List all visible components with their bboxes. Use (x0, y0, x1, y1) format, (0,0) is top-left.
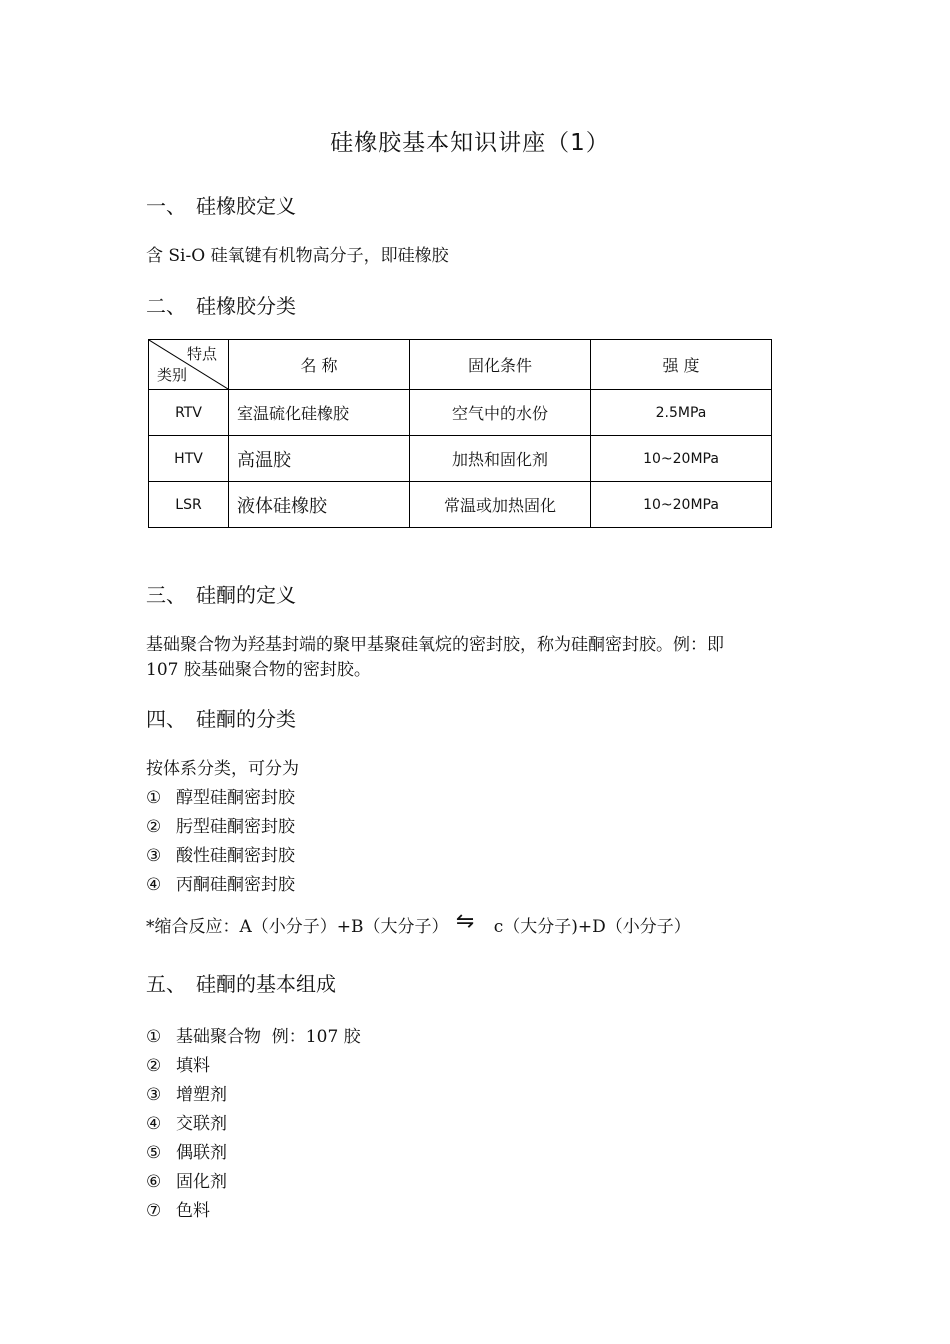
list-item (146, 1080, 227, 1105)
list-item-text: 交联剂 (176, 1114, 227, 1134)
list-item (146, 1022, 361, 1047)
list-item-text: 丙酮硅酮密封胶 (176, 875, 295, 895)
section-1-text: 含 Si-O 硅氧键有机物高分子，即硅橡胶 (146, 246, 449, 266)
section-number: 二、 (146, 294, 186, 318)
list-item (146, 870, 295, 895)
table-header-strength: 强 度 (591, 340, 772, 390)
section-3-heading (146, 579, 296, 608)
list-item (146, 1138, 227, 1163)
list-item (146, 1196, 210, 1221)
list-marker: ③ (146, 846, 162, 866)
table-cell-name: 高温胶 (229, 436, 410, 482)
table-cell-cure: 加热和固化剂 (410, 436, 591, 482)
corner-label-category: 类别 (157, 366, 188, 384)
table-cell-type: HTV (149, 436, 229, 482)
list-item-text: 肟型硅酮密封胶 (176, 817, 295, 837)
section-number: 三、 (146, 583, 186, 607)
list-item (146, 1167, 227, 1192)
table-corner-cell (149, 340, 229, 390)
list-item-text: 醇型硅酮密封胶 (176, 788, 295, 808)
list-item (146, 1109, 227, 1134)
section-title: 硅橡胶定义 (196, 194, 296, 218)
section-title: 硅酮的定义 (196, 583, 296, 607)
section-3-text-line-2: 107 胶基础聚合物的密封胶。 (146, 660, 371, 680)
section-1-heading (146, 190, 296, 219)
section-3-text-line-1: 基础聚合物为羟基封端的聚甲基聚硅氧烷的密封胶，称为硅酮密封胶。例：即 (146, 635, 724, 655)
section-5-heading (146, 968, 336, 997)
section-title: 硅酮的基本组成 (196, 972, 336, 996)
list-marker: ⑤ (146, 1143, 162, 1163)
table-header-row (149, 340, 772, 390)
list-item (146, 841, 295, 866)
equilibrium-arrow-icon: ⇋ (455, 909, 475, 934)
section-4-heading (146, 703, 296, 732)
table-cell-strength: 10~20MPa (591, 436, 772, 482)
list-marker: ⑦ (146, 1201, 162, 1221)
table-header-cure: 固化条件 (410, 340, 591, 390)
list-marker: ① (146, 788, 162, 808)
table-cell-cure: 常温或加热固化 (410, 482, 591, 528)
table-row (149, 482, 772, 528)
reaction-left: *缩合反应：A（小分子）+B（大分子） (146, 917, 449, 937)
list-marker: ③ (146, 1085, 162, 1105)
list-item-text: 填料 (176, 1056, 210, 1076)
table-row (149, 390, 772, 436)
table-cell-strength: 10~20MPa (591, 482, 772, 528)
table-row (149, 436, 772, 482)
page-title: 硅橡胶基本知识讲座（1） (330, 130, 610, 156)
list-item-text: 基础聚合物 例：107 胶 (176, 1027, 361, 1047)
list-item-text: 增塑剂 (176, 1085, 227, 1105)
reaction-equation (146, 909, 691, 938)
reaction-right: c（大分子)+D（小分子） (493, 917, 691, 937)
table-header-name: 名 称 (229, 340, 410, 390)
table-cell-name: 室温硫化硅橡胶 (229, 390, 410, 436)
corner-label-feature: 特点 (186, 345, 217, 363)
list-item-text: 酸性硅酮密封胶 (176, 846, 295, 866)
section-title: 硅酮的分类 (196, 707, 296, 731)
list-item-text: 偶联剂 (176, 1143, 227, 1163)
section-number: 四、 (146, 707, 186, 731)
table-cell-name: 液体硅橡胶 (229, 482, 410, 528)
list-item (146, 812, 295, 837)
list-marker: ① (146, 1027, 162, 1047)
list-marker: ④ (146, 875, 162, 895)
list-marker: ② (146, 817, 162, 837)
list-marker: ⑥ (146, 1172, 162, 1192)
table-cell-cure: 空气中的水份 (410, 390, 591, 436)
table-cell-strength: 2.5MPa (591, 390, 772, 436)
list-item (146, 783, 295, 808)
table-cell-type: RTV (149, 390, 229, 436)
section-title: 硅橡胶分类 (196, 294, 296, 318)
table-cell-type: LSR (149, 482, 229, 528)
list-item (146, 1051, 210, 1076)
list-item-text: 色料 (176, 1201, 210, 1221)
list-marker: ④ (146, 1114, 162, 1134)
section-number: 五、 (146, 972, 186, 996)
list-marker: ② (146, 1056, 162, 1076)
section-2-heading (146, 290, 296, 319)
classification-table (148, 339, 772, 528)
section-number: 一、 (146, 194, 186, 218)
section-4-intro: 按体系分类，可分为 (146, 759, 299, 779)
list-item-text: 固化剂 (176, 1172, 227, 1192)
